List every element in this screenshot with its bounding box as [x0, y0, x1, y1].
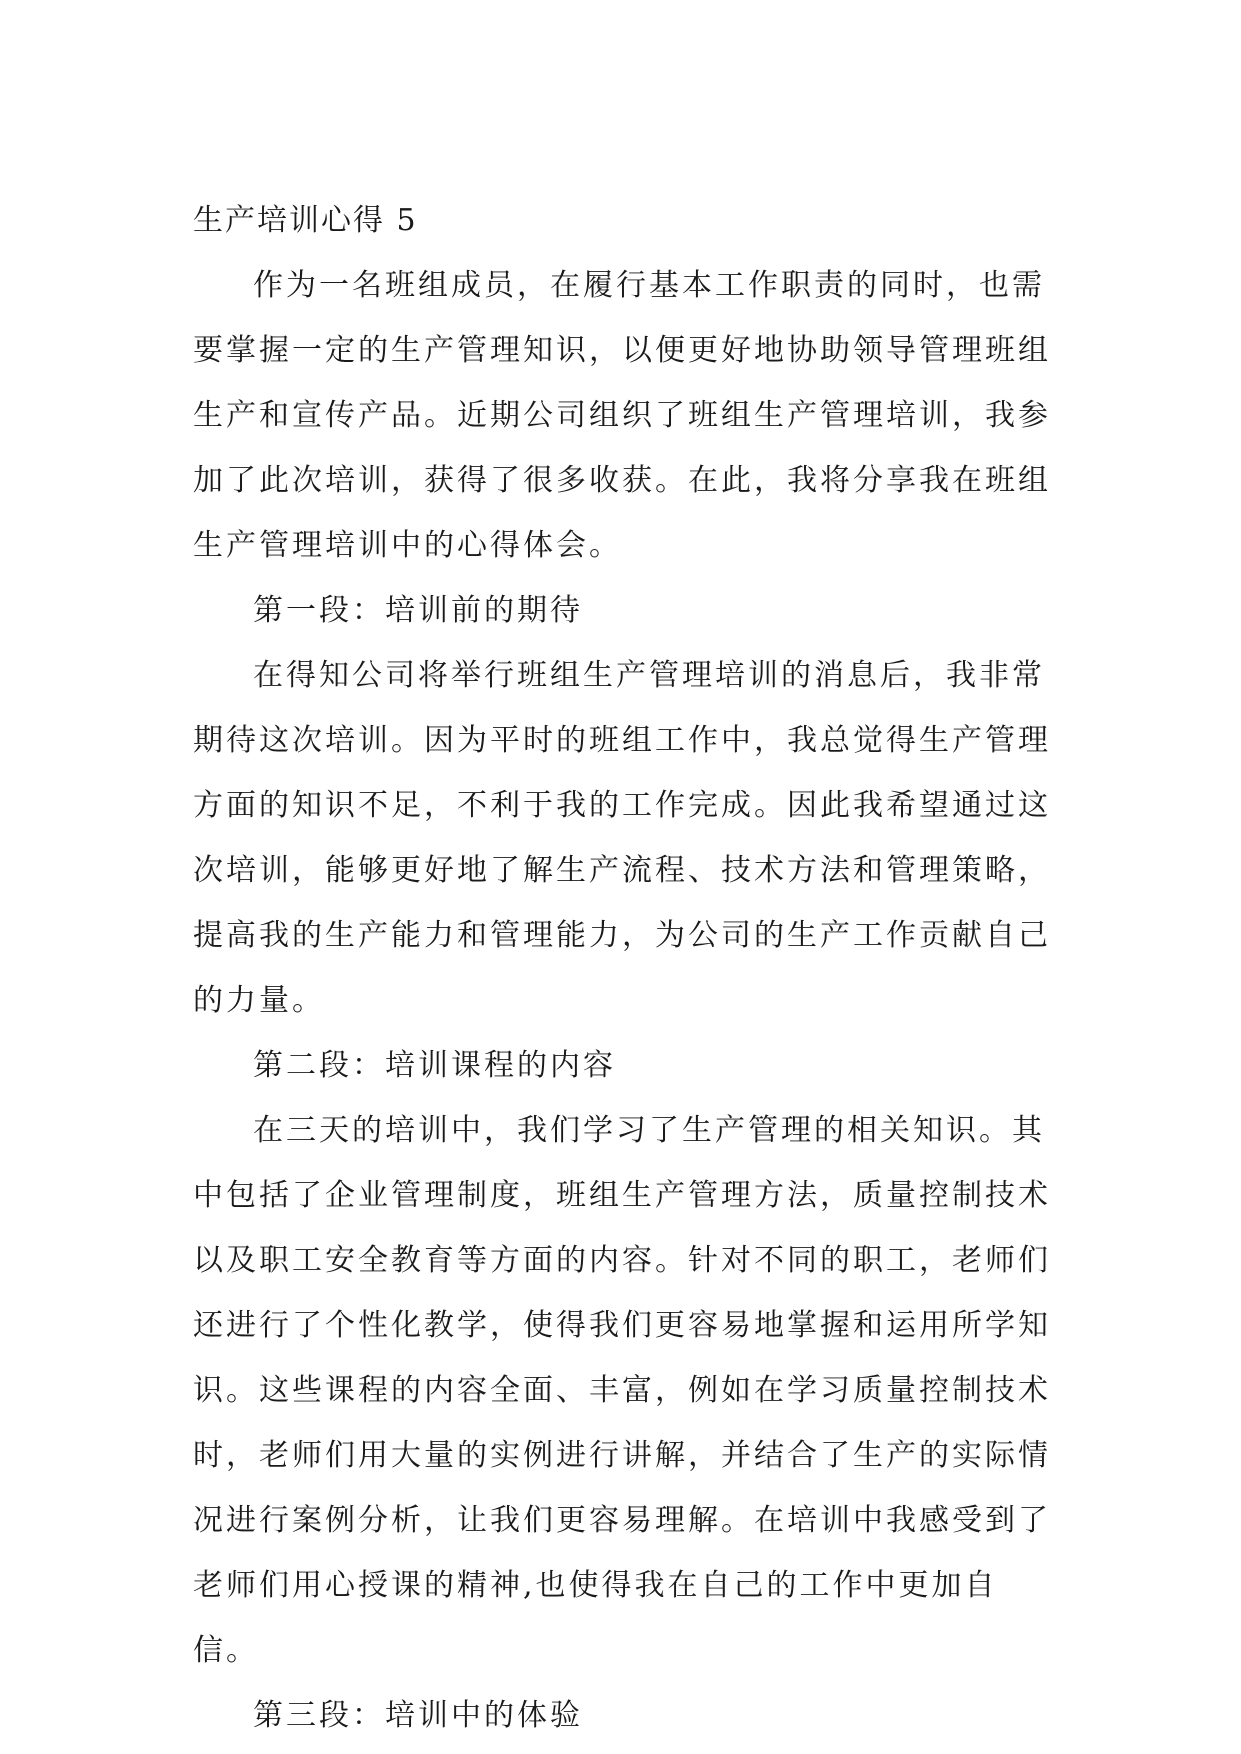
section-heading-1: 第一段：培训前的期待 — [253, 593, 583, 628]
document-body — [193, 188, 1053, 1748]
section-paragraph-2: 在三天的培训中，我们学习了生产管理的相关知识。其中包括了企业管理制度，班组生产管理方法，质量控制技术以及职工安全教育等方面的内容。针对不同的职工，老师们还进行了个性化教学，使得我们更容易地掌握和运用所学知识。这些课程的内容全面、丰富，例如在学习质量控制技术时，老师们用大量的实例进行讲解，并结合了生产的实际情况进行案例分析，让我们更容易理解。在培训中我感受到了老师们用心授课的精神,也使得我在自己的工作中更加自信。 — [193, 1113, 1051, 1668]
document-title: 生产培训心得 5 — [193, 203, 418, 238]
intro-paragraph: 作为一名班组成员，在履行基本工作职责的同时，也需要掌握一定的生产管理知识，以便更好地协助领导管理班组生产和宣传产品。近期公司组织了班组生产管理培训，我参加了此次培训，获得了很多收获。在此，我将分享我在班组生产管理培训中的心得体会。 — [193, 268, 1051, 563]
section-heading-2: 第二段：培训课程的内容 — [253, 1048, 616, 1083]
section-paragraph-1: 在得知公司将举行班组生产管理培训的消息后，我非常期待这次培训。因为平时的班组工作中，我总觉得生产管理方面的知识不足，不利于我的工作完成。因此我希望通过这次培训，能够更好地了解生产流程、技术方法和管理策略，提高我的生产能力和管理能力，为公司的生产工作贡献自己的力量。 — [193, 658, 1051, 1018]
section-heading-3: 第三段：培训中的体验 — [253, 1698, 583, 1733]
